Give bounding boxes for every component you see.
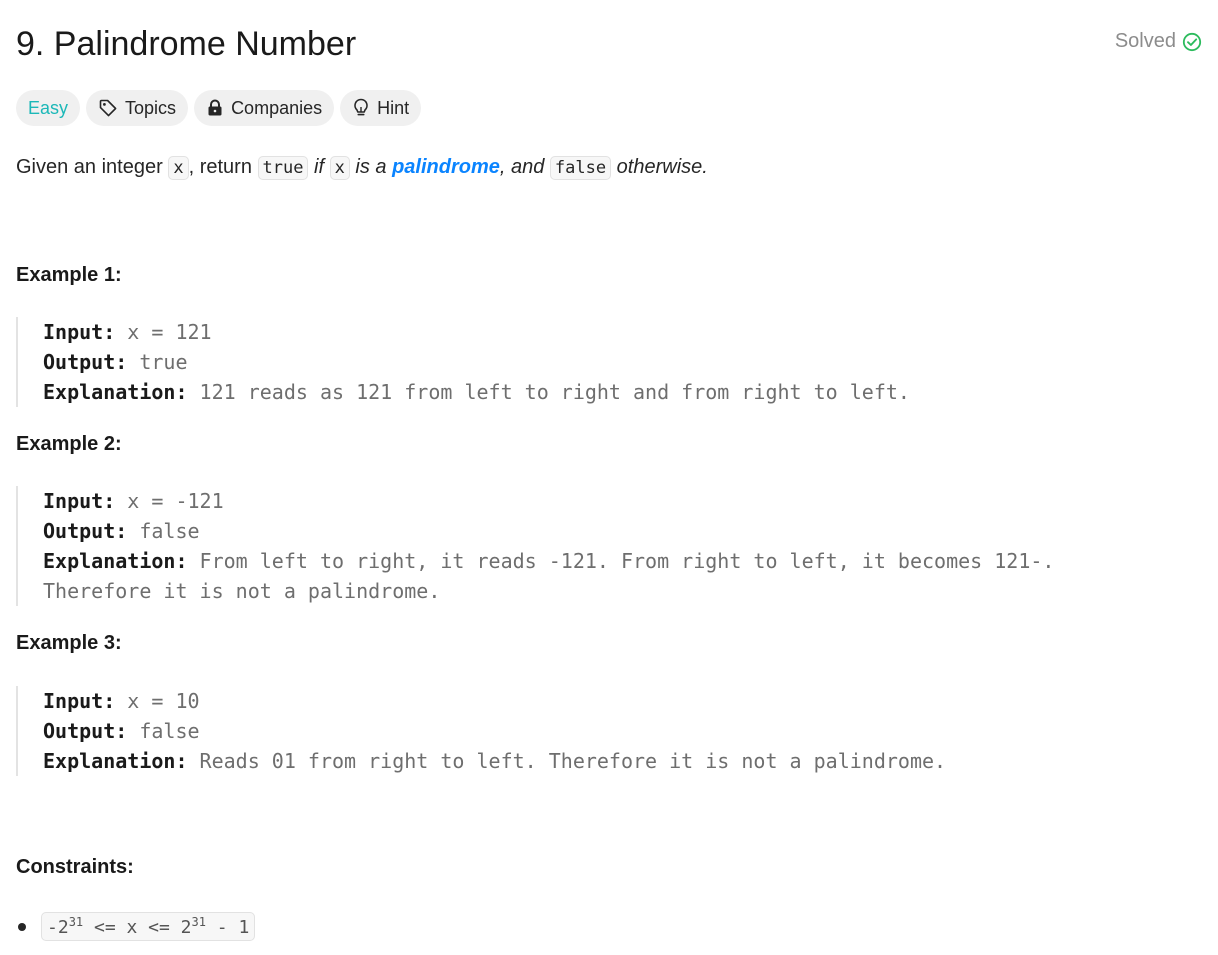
- example-input: [43, 317, 910, 347]
- constraint-exponent: 31: [191, 915, 206, 929]
- example-explanation: [43, 546, 1054, 576]
- lock-icon: [206, 99, 224, 117]
- explanation-value: From left to right, it reads -121. From right to left, it becomes 121-.: [187, 549, 1055, 573]
- input-value: x = 121: [115, 320, 212, 344]
- example-3-block: [16, 686, 946, 776]
- constraint-text: -2: [47, 917, 69, 938]
- example-input: [43, 686, 946, 716]
- explanation-value: 121 reads as 121 from left to right and from right to left.: [187, 380, 910, 404]
- constraints-title: Constraints:: [16, 856, 134, 878]
- example-2-block: [16, 486, 1054, 606]
- difficulty-label: Easy: [28, 97, 69, 118]
- example-output: [43, 516, 1054, 546]
- example-output: [43, 716, 946, 746]
- lightbulb-icon: [352, 98, 370, 118]
- statement-text: , and: [499, 156, 550, 178]
- companies-button[interactable]: [194, 90, 334, 126]
- problem-header: [16, 22, 1202, 66]
- topics-label: Topics: [125, 97, 177, 118]
- explanation-label: Explanation:: [43, 380, 188, 404]
- difficulty-badge: [16, 90, 80, 126]
- input-label: Input:: [43, 689, 116, 713]
- explanation-value: Reads 01 from right to left. Therefore it is not a palindrome.: [187, 749, 947, 773]
- example-3-title: Example 3:: [16, 632, 122, 654]
- companies-label: Companies: [231, 97, 323, 118]
- output-label: Output:: [43, 519, 128, 543]
- input-value: x = 10: [115, 689, 200, 713]
- bullet-icon: [18, 923, 26, 931]
- palindrome-link[interactable]: palindrome: [392, 156, 500, 178]
- statement-text: Given an integer: [16, 156, 169, 178]
- solved-label: Solved: [1114, 30, 1176, 52]
- example-2-title: Example 2:: [16, 433, 122, 455]
- statement-text: is a: [349, 156, 393, 178]
- inline-code-false: false: [550, 156, 611, 180]
- hint-label: Hint: [377, 97, 410, 118]
- explanation-label: Explanation:: [43, 749, 188, 773]
- constraint-exponent: 31: [68, 915, 84, 929]
- problem-title[interactable]: 9. Palindrome Number: [16, 25, 357, 63]
- hint-button[interactable]: [340, 90, 421, 126]
- example-output: [43, 347, 910, 377]
- statement-text: if: [308, 156, 330, 178]
- constraint-code: [41, 912, 255, 941]
- inline-code-x: x: [168, 156, 188, 180]
- inline-code-true: true: [258, 156, 309, 180]
- example-explanation-continued: Therefore it is not a palindrome.: [43, 579, 441, 603]
- constraint-text: - 1: [205, 917, 250, 938]
- topics-button[interactable]: [86, 90, 188, 126]
- output-value: true: [127, 350, 188, 374]
- tag-bar: [16, 90, 421, 126]
- output-label: Output:: [43, 350, 128, 374]
- solved-status: [1115, 30, 1202, 53]
- input-value: x = -121: [115, 489, 224, 513]
- statement-text: , return: [188, 156, 258, 178]
- example-input: [43, 486, 1054, 516]
- tag-icon: [98, 98, 118, 118]
- example-1-title: Example 1:: [16, 264, 122, 286]
- constraint-item: [16, 912, 255, 941]
- check-circle-icon: [1182, 32, 1202, 52]
- inline-code-x: x: [330, 156, 350, 180]
- output-value: false: [127, 719, 200, 743]
- output-value: false: [127, 519, 200, 543]
- output-label: Output:: [43, 719, 128, 743]
- statement-text: otherwise.: [611, 156, 708, 178]
- example-1-block: [16, 317, 910, 407]
- constraint-text: <= x <= 2: [83, 917, 192, 938]
- explanation-label: Explanation:: [43, 549, 188, 573]
- example-explanation: [43, 746, 946, 776]
- input-label: Input:: [43, 489, 116, 513]
- input-label: Input:: [43, 320, 116, 344]
- example-explanation: [43, 377, 910, 407]
- problem-statement: [16, 150, 708, 185]
